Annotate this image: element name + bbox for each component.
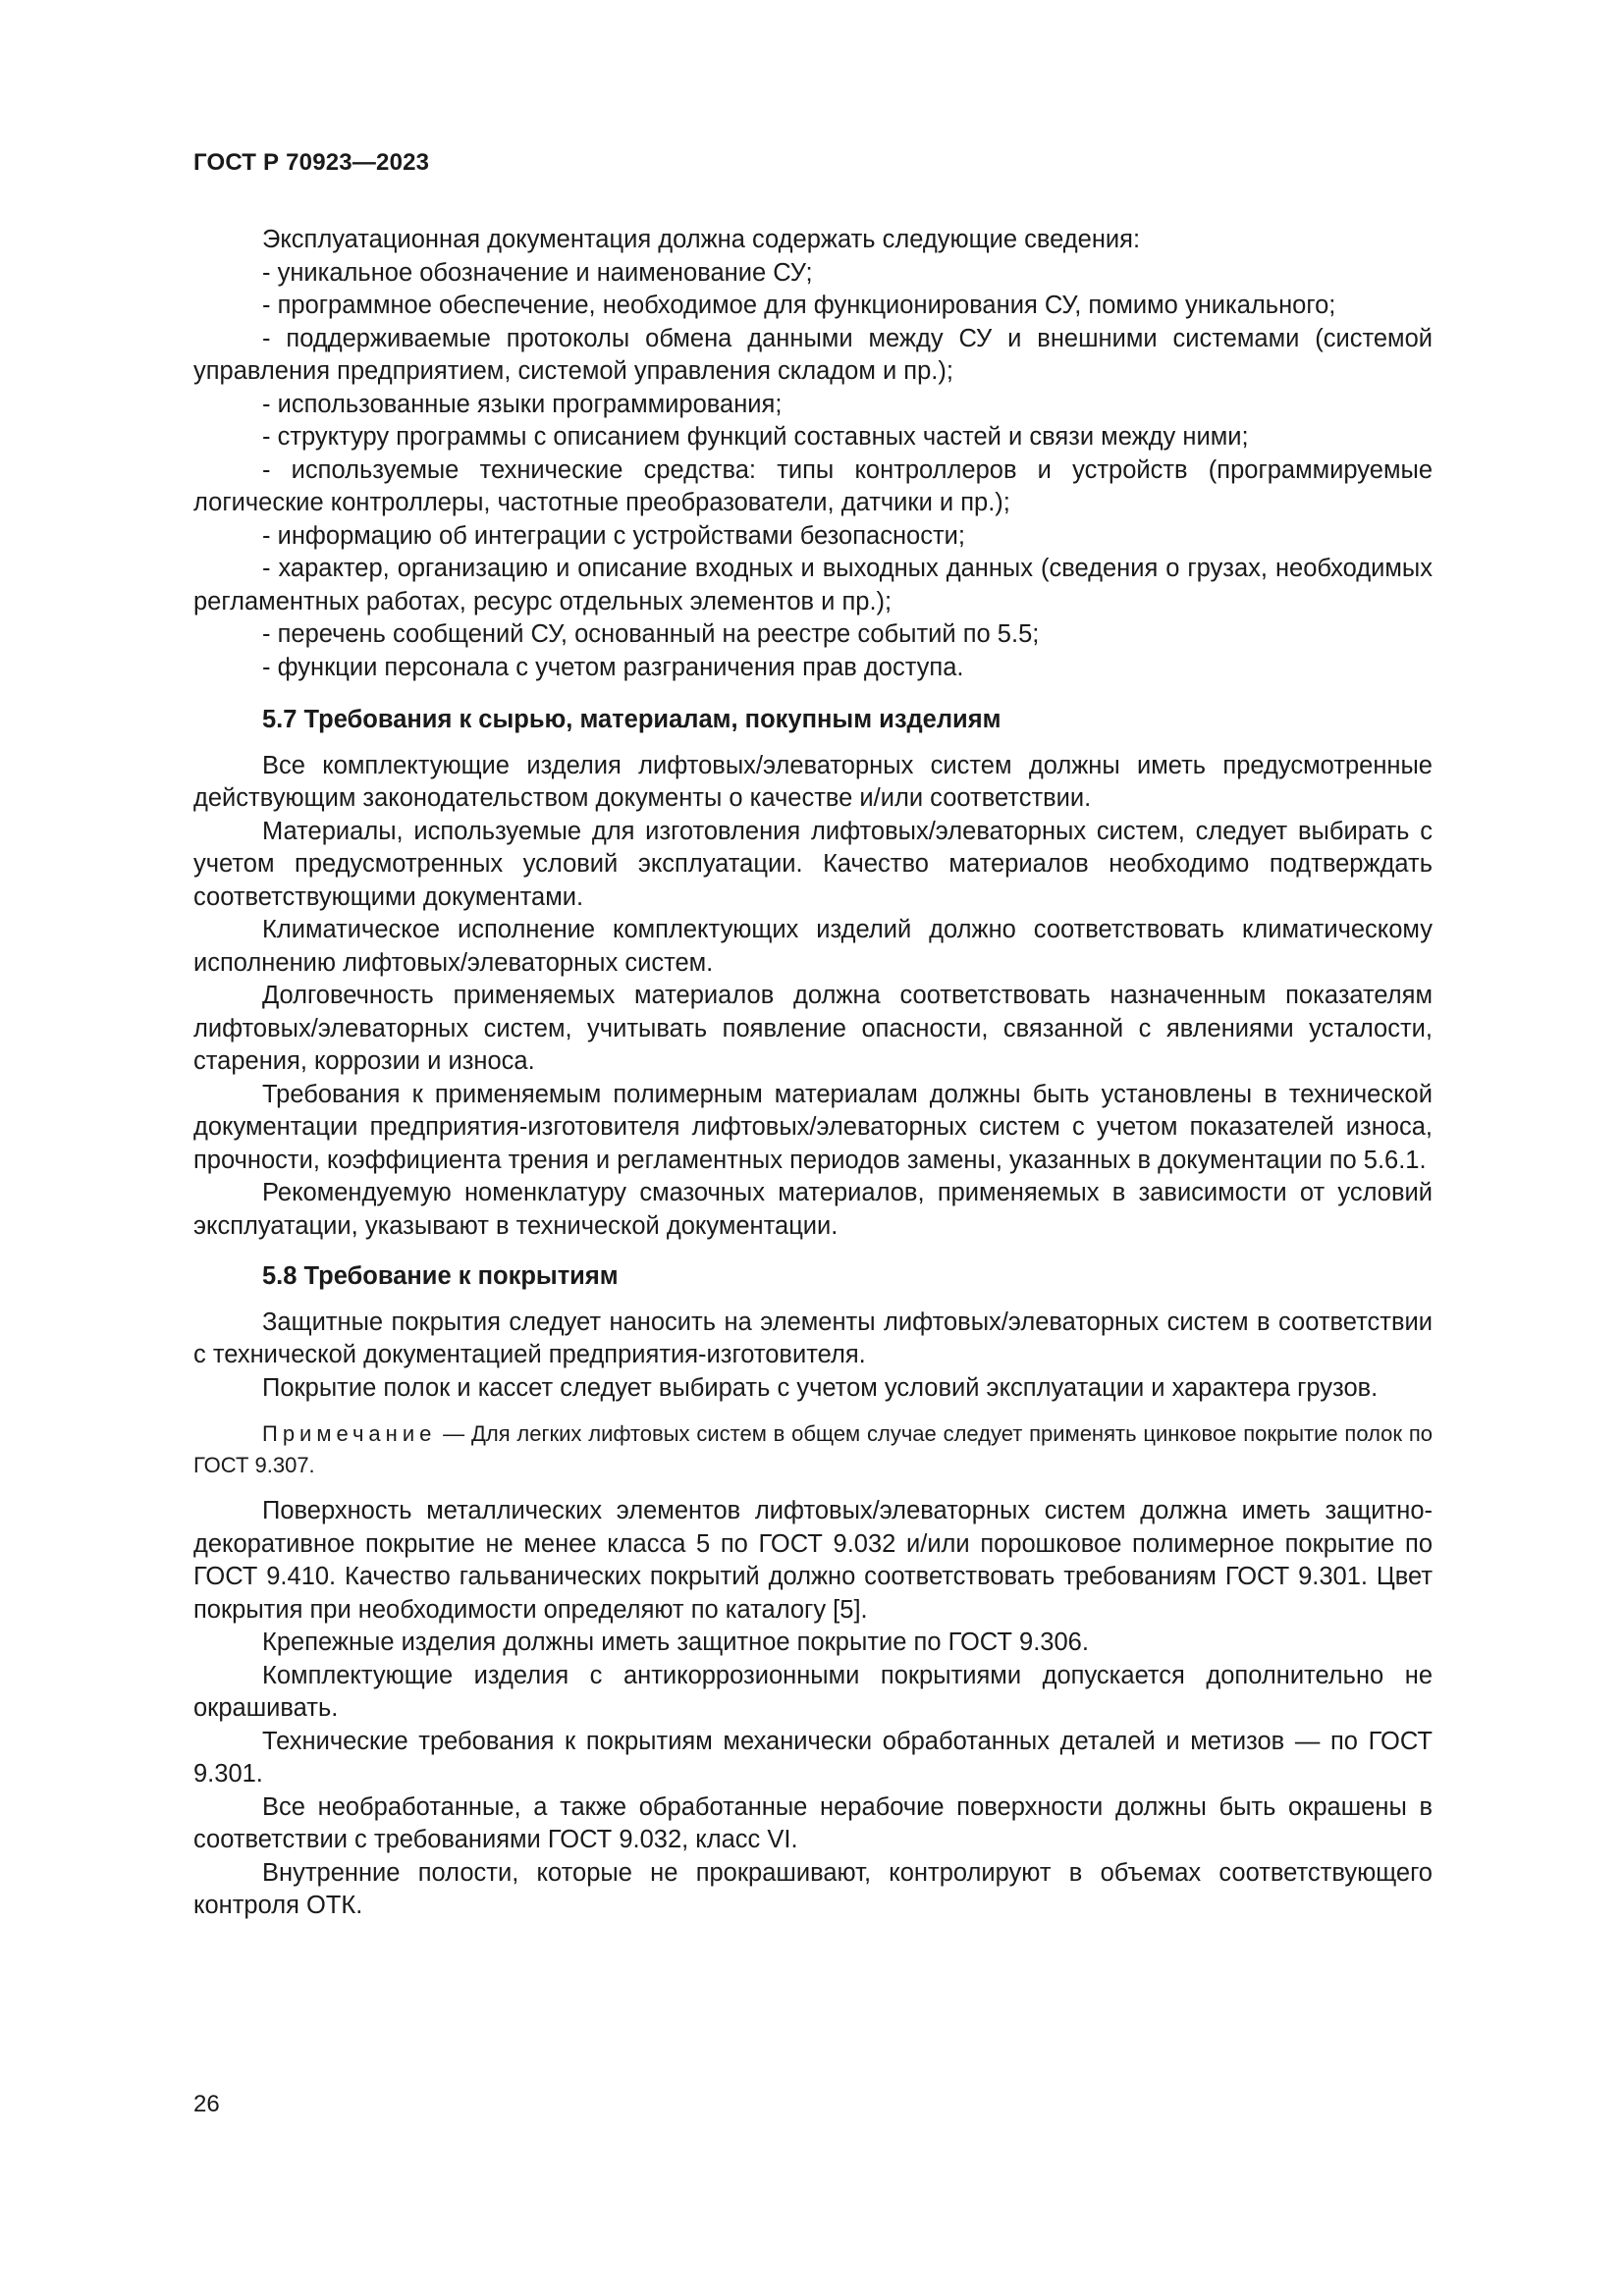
page-content bbox=[193, 224, 1433, 1923]
paragraph: Защитные покрытия следует наносить на элементы лифтовых/элеваторных систем в соответствии с технической документацией предприятия-изготовителя. bbox=[193, 1308, 1433, 1368]
page-number: 26 bbox=[193, 2091, 220, 2117]
list-item: - уникальное обозначение и наименование СУ; bbox=[262, 258, 813, 287]
paragraph: Технические требования к покрытиям механически обработанных деталей и метизов — по ГОСТ 9.301. bbox=[193, 1727, 1433, 1788]
paragraph: Поверхность металлических элементов лифтовых/элеваторных систем должна иметь защитно-декоративное покрытие не менее класса 5 по ГОСТ 9.032 и/или порошковое полимерное покрытие по ГОСТ 9.410. Качество гальванических покрытий должно соответствовать требованиям ГОСТ 9.301. Цвет покрытия при необходимости определяют по каталогу [5]. bbox=[193, 1497, 1433, 1624]
list-item: - программное обеспечение, необходимое для функционирования СУ, помимо уникального; bbox=[262, 292, 1336, 319]
paragraph: Климатическое исполнение комплектующих изделий должно соответствовать климатическому исполнению лифтовых/элеваторных систем. bbox=[193, 916, 1433, 977]
list-item: - структуру программы с описанием функций составных частей и связи между ними; bbox=[262, 423, 1249, 451]
paragraph: Все необработанные, а также обработанные нерабочие поверхности должны быть окрашены в соответствии с требованиями ГОСТ 9.032, класс VI. bbox=[193, 1792, 1433, 1853]
section-heading: 5.8 Требование к покрытиям bbox=[262, 1262, 619, 1290]
documentation-requirements bbox=[193, 224, 1433, 684]
note-label: Примечание bbox=[262, 1421, 437, 1446]
note-text: — Для легких лифтовых систем в общем случае следует применять цинковое покрытие полок по ГОСТ 9.307. bbox=[193, 1421, 1433, 1477]
section-heading: 5.7 Требования к сырью, материалам, покупным изделиям bbox=[262, 706, 1001, 733]
paragraph: Рекомендуемую номенклатуру смазочных материалов, применяемых в зависимости от условий эксплуатации, указывают в технической документации. bbox=[193, 1179, 1433, 1240]
list-item: - используемые технические средства: типы контроллеров и устройств (программируемые логические контроллеры, частотные преобразователи, датчики и пр.); bbox=[193, 455, 1433, 516]
paragraph: Крепежные изделия должны иметь защитное покрытие по ГОСТ 9.306. bbox=[262, 1629, 1089, 1656]
paragraph: Требования к применяемым полимерным материалам должны быть установлены в технической документации предприятия-изготовителя лифтовых/элеваторных систем с учетом показателей износа, прочности, коэффициента трения и регламентных периодов замены, указанных в документации по 5.6.1. bbox=[193, 1080, 1433, 1174]
paragraph: Долговечность применяемых материалов должна соответствовать назначенным показателям лифтовых/элеваторных систем, учитывать появление опасности, связанной с явлениями усталости, старения, коррозии и износа. bbox=[193, 982, 1433, 1075]
document-code-header: ГОСТ Р 70923—2023 bbox=[193, 149, 430, 176]
section-5-7 bbox=[193, 704, 1433, 1243]
list-item: - функции персонала с учетом разграничения прав доступа. bbox=[262, 653, 964, 681]
list-item: - перечень сообщений СУ, основанный на реестре событий по 5.5; bbox=[262, 620, 1040, 648]
note bbox=[193, 1418, 1433, 1481]
list-item: - использованные языки программирования; bbox=[262, 390, 783, 418]
section-5-8 bbox=[193, 1260, 1433, 1923]
paragraph: Внутренние полости, которые не прокрашивают, контролируют в объемах соответствующего контроля ОТК. bbox=[193, 1858, 1433, 1919]
list-item: - информацию об интеграции с устройствами безопасности; bbox=[262, 521, 965, 550]
list-item: - поддерживаемые протоколы обмена данными между СУ и внешними системами (системой управления предприятием, системой управления складом и пр.); bbox=[193, 324, 1433, 385]
paragraph: Все комплектующие изделия лифтовых/элеваторных систем должны иметь предусмотренные действующим законодательством документы о качестве и/или соответствии. bbox=[193, 751, 1433, 812]
list-item: - характер, организацию и описание входных и выходных данных (сведения о грузах, необходимых регламентных работах, ресурс отдельных элементов и пр.); bbox=[193, 555, 1433, 615]
paragraph: Материалы, используемые для изготовления лифтовых/элеваторных систем, следует выбирать с учетом предусмотренных условий эксплуатации. Качество материалов необходимо подтверждать соответствующими документами. bbox=[193, 817, 1433, 911]
paragraph: Покрытие полок и кассет следует выбирать с учетом условий эксплуатации и характера грузов. bbox=[262, 1373, 1379, 1402]
paragraph: Комплектующие изделия с антикоррозионными покрытиями допускается дополнительно не окрашивать. bbox=[193, 1661, 1433, 1722]
intro-paragraph: Эксплуатационная документация должна содержать следующие сведения: bbox=[262, 226, 1141, 253]
